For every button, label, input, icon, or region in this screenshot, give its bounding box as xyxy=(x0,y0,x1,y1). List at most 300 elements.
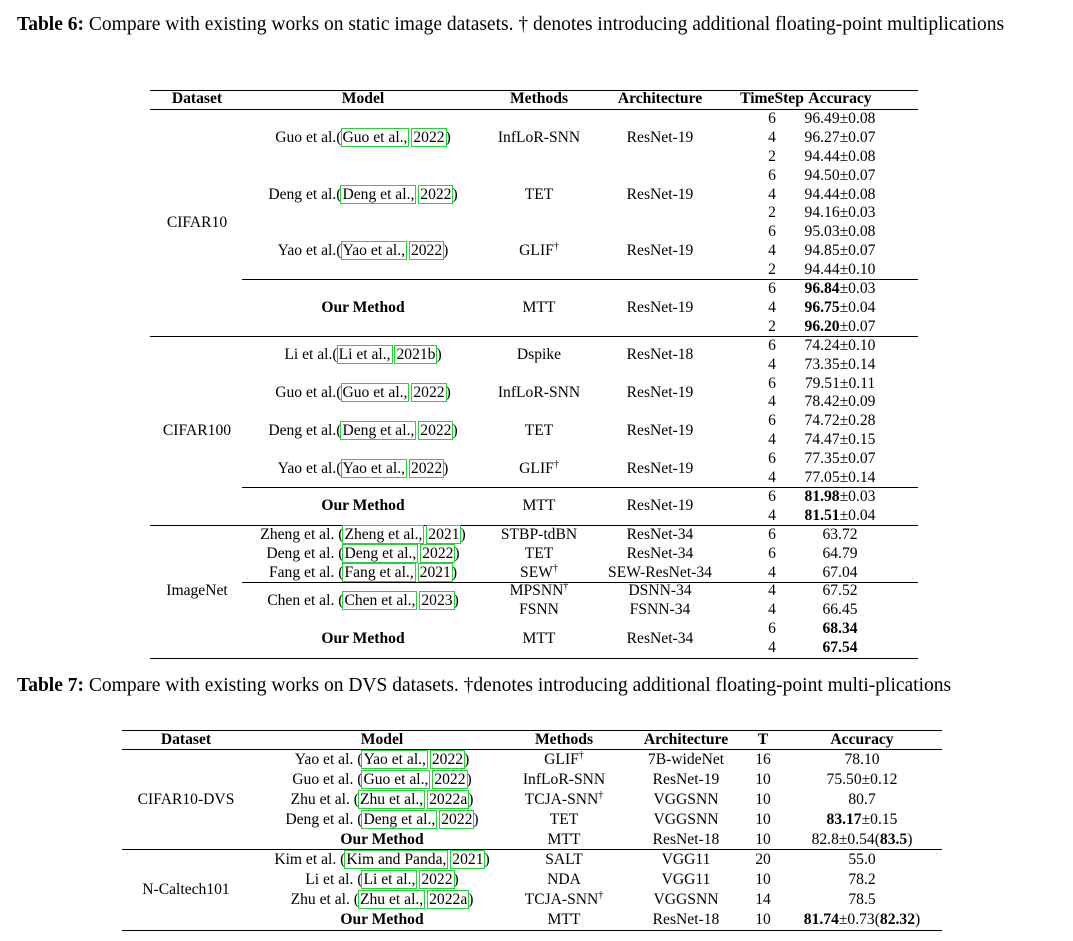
timestep-value: 6 xyxy=(768,544,776,562)
model-citation xyxy=(247,790,517,809)
accuracy-value xyxy=(777,870,947,889)
timestep-value: 4 xyxy=(768,582,776,600)
citation-year-link[interactable]: 2022 xyxy=(420,185,452,203)
text-part: InfLoR-SNN xyxy=(522,770,606,788)
architecture-name: ResNet-19 xyxy=(626,384,694,401)
citation-link[interactable]: Deng et al., xyxy=(344,544,417,562)
bold-value: 96.75 xyxy=(804,298,840,316)
timestep-value: 4 xyxy=(768,469,776,487)
text-part: MTT xyxy=(547,830,581,848)
timestep-value: 6 xyxy=(768,280,776,298)
model-citation xyxy=(233,345,493,364)
text-part: Deng et al. ( xyxy=(285,810,363,828)
bold-value: 68.34 xyxy=(822,620,858,638)
citation-year-link[interactable]: 2022 xyxy=(431,750,464,768)
method-name xyxy=(494,770,634,789)
citation-year-link[interactable]: 2022a xyxy=(429,790,468,808)
citation-link[interactable]: Li et al., xyxy=(338,346,391,364)
accuracy-value xyxy=(777,750,947,769)
architecture-name: 7B-wideNet xyxy=(647,750,725,768)
text-part: Zhu et al. ( xyxy=(290,890,359,908)
our-method-label xyxy=(233,629,493,648)
method-name xyxy=(494,910,634,929)
citation-link[interactable]: Li et al., xyxy=(363,870,416,888)
accuracy-value xyxy=(780,468,900,487)
timestep-value: 4 xyxy=(768,506,776,524)
architecture-name: VGGSNN xyxy=(653,810,719,828)
text-part: 55.0 xyxy=(848,850,876,868)
bold-value: Our Method xyxy=(340,910,424,928)
text-part: InfLoR-SNN xyxy=(497,128,581,146)
text-part: ) xyxy=(915,910,921,928)
accuracy-value xyxy=(780,581,900,600)
timestep-value: 6 xyxy=(768,374,776,392)
timestep-value: 6 xyxy=(768,412,776,430)
citation-link[interactable]: Zhu et al., xyxy=(359,890,424,908)
text-part: ) xyxy=(452,421,458,439)
architecture-name: ResNet-19 xyxy=(626,298,694,316)
text-part: ) xyxy=(468,790,474,808)
accuracy-value xyxy=(780,563,900,582)
method-name xyxy=(494,850,634,869)
timestep-value: 10 xyxy=(755,770,771,788)
timestep-value: 6 xyxy=(768,487,776,505)
text-part: 67.52 xyxy=(822,582,858,600)
text-part: TCJA-SNN xyxy=(524,790,599,808)
accuracy-value xyxy=(780,525,900,544)
accuracy-value xyxy=(780,128,900,147)
timestep-value: 2 xyxy=(768,147,776,165)
text-part: 78.5 xyxy=(848,890,876,908)
bold-value: 96.84 xyxy=(804,280,840,298)
text-part: Yao et al. ( xyxy=(294,750,363,768)
accuracy-value xyxy=(780,544,900,563)
accuracy-value xyxy=(780,298,900,317)
text-part: Li et al. ( xyxy=(305,870,363,888)
bold-value: 83.17 xyxy=(826,810,862,828)
text-part: 74.47±0.15 xyxy=(804,431,876,449)
citation-year-link[interactable]: 2022 xyxy=(410,459,443,477)
text-part: 94.44±0.10 xyxy=(804,261,876,279)
timestep-value: 10 xyxy=(755,910,771,928)
method-name xyxy=(494,830,634,849)
citation-year-link[interactable]: 2022 xyxy=(410,242,443,260)
citation-link[interactable]: Kim and Panda, xyxy=(346,850,447,868)
accuracy-value xyxy=(777,790,947,809)
text-part: GLIF xyxy=(519,242,554,260)
column-header: Dataset xyxy=(160,730,212,748)
text-part: ±0.04 xyxy=(839,506,876,524)
our-method-label xyxy=(233,298,493,317)
architecture-name: ResNet-18 xyxy=(626,346,694,364)
architecture-name: FSNN-34 xyxy=(629,601,691,619)
architecture-name: ResNet-19 xyxy=(626,185,694,203)
accuracy-value xyxy=(780,392,900,411)
text-part: 94.85±0.07 xyxy=(804,242,876,260)
text-part: ) xyxy=(443,459,449,477)
text-part: STBP-tdBN xyxy=(500,525,578,543)
column-header: Architecture xyxy=(643,730,729,748)
table7-caption xyxy=(17,673,1062,699)
architecture-name: ResNet-19 xyxy=(626,242,694,260)
bottom-rule xyxy=(122,930,942,931)
dagger-mark: † xyxy=(553,241,559,253)
text-part: ±0.03 xyxy=(839,280,876,298)
bold-value: 67.54 xyxy=(822,639,858,657)
text-part: 94.44±0.08 xyxy=(804,147,876,165)
text-part: ) xyxy=(445,128,451,146)
our-method-label xyxy=(233,496,493,515)
text-part: SALT xyxy=(545,850,583,868)
model-citation xyxy=(247,810,517,829)
text-part: 78.42±0.09 xyxy=(804,393,876,411)
method-name xyxy=(494,810,634,829)
citation-link[interactable]: Deng et al., xyxy=(363,810,436,828)
dataset-label: CIFAR10 xyxy=(166,213,228,231)
model-citation xyxy=(233,544,493,563)
accuracy-value xyxy=(780,430,900,449)
text-part: GLIF xyxy=(544,750,579,768)
timestep-value: 10 xyxy=(755,810,771,828)
citation-year-link[interactable]: 2022 xyxy=(413,128,445,146)
text-part: ) xyxy=(454,544,460,562)
text-part: 94.16±0.03 xyxy=(804,204,876,222)
citation-year-link[interactable]: 2021 xyxy=(419,563,451,581)
our-method-label xyxy=(247,910,517,929)
dagger-mark: † xyxy=(553,458,559,470)
text-part: MTT xyxy=(522,629,556,647)
model-citation xyxy=(247,890,517,909)
text-part: ) xyxy=(453,870,459,888)
architecture-name: ResNet-19 xyxy=(626,459,694,477)
citation-year-link[interactable]: 2022 xyxy=(421,870,453,888)
column-header: TimeStep xyxy=(740,89,804,107)
citation-year-link[interactable]: 2021b xyxy=(396,346,436,364)
column-header: Accuracy xyxy=(808,89,872,107)
text-part: 95.03±0.08 xyxy=(804,223,876,241)
bold-value: Our Method xyxy=(321,497,405,515)
text-part: 80.7 xyxy=(848,790,876,808)
table7-caption-text: Compare with existing works on DVS datasets. †denotes introducing additional floating-point multi-plications xyxy=(84,675,952,696)
accuracy-value xyxy=(780,336,900,355)
table7-label: Table 7: xyxy=(17,675,85,696)
citation-link[interactable]: Zhu et al., xyxy=(359,790,424,808)
architecture-name: ResNet-19 xyxy=(652,770,720,788)
bold-value: 83.5 xyxy=(879,830,908,848)
model-citation xyxy=(233,128,493,147)
our-method-label xyxy=(247,830,517,849)
accuracy-value xyxy=(780,147,900,166)
timestep-value: 4 xyxy=(768,639,776,657)
accuracy-value xyxy=(780,260,900,279)
citation-year-link[interactable]: 2022 xyxy=(422,544,454,562)
timestep-value: 6 xyxy=(768,525,776,543)
accuracy-value xyxy=(780,241,900,260)
timestep-value: 4 xyxy=(768,128,776,146)
architecture-name: ResNet-18 xyxy=(652,830,720,848)
text-part: TET xyxy=(524,185,554,203)
text-part: MPSNN xyxy=(509,582,564,600)
timestep-value: 14 xyxy=(755,890,771,908)
citation-link[interactable]: Yao et al., xyxy=(363,750,426,768)
timestep-value: 6 xyxy=(768,109,776,127)
architecture-name: ResNet-19 xyxy=(626,497,694,515)
text-part: Deng et al.( xyxy=(268,185,342,203)
text-part: InfLoR-SNN xyxy=(497,384,581,401)
text-part: ) xyxy=(484,850,490,868)
timestep-value: 4 xyxy=(768,563,776,581)
architecture-name: VGGSNN xyxy=(653,890,719,908)
text-part: 96.27±0.07 xyxy=(804,128,876,146)
model-citation xyxy=(247,750,517,769)
text-part: Zheng et al. ( xyxy=(260,525,344,543)
text-part: ) xyxy=(436,346,442,364)
architecture-name: ResNet-34 xyxy=(626,629,694,647)
timestep-value: 6 xyxy=(768,450,776,468)
citation-link[interactable]: Chen et al., xyxy=(344,591,416,609)
model-citation xyxy=(233,459,493,478)
text-part: ) xyxy=(466,770,472,788)
text-part: 63.72 xyxy=(822,525,858,543)
text-part: ) xyxy=(473,810,479,828)
text-part: Zhu et al. ( xyxy=(290,790,359,808)
model-citation xyxy=(233,563,493,582)
text-part: TET xyxy=(524,544,554,562)
bold-value: 82.32 xyxy=(879,910,916,928)
text-part: Guo et al.( xyxy=(275,128,342,146)
text-part: Fang et al. ( xyxy=(268,563,344,581)
citation-year-link[interactable]: 2022 xyxy=(413,384,445,401)
bold-value: Our Method xyxy=(340,830,424,848)
column-header: Model xyxy=(341,89,385,107)
text-part: ) xyxy=(464,750,470,768)
text-part: ±0.04 xyxy=(839,298,876,316)
model-citation xyxy=(247,870,517,889)
citation-year-link[interactable]: 2021 xyxy=(428,525,460,543)
table6-label: Table 6: xyxy=(17,14,85,35)
accuracy-value xyxy=(780,374,900,393)
timestep-value: 6 xyxy=(768,166,776,184)
text-part: 94.50±0.07 xyxy=(804,166,876,184)
method-name xyxy=(494,750,634,769)
model-citation xyxy=(233,525,493,544)
timestep-value: 2 xyxy=(768,317,776,335)
text-part: Yao et al.( xyxy=(277,242,342,260)
method-name xyxy=(494,870,634,889)
accuracy-value xyxy=(780,355,900,374)
text-part: ±0.15 xyxy=(861,810,898,828)
citation-year-link[interactable]: 2022a xyxy=(429,890,468,908)
accuracy-value xyxy=(780,411,900,430)
timestep-value: 10 xyxy=(755,830,771,848)
dagger-mark: † xyxy=(578,749,584,761)
text-part: 74.72±0.28 xyxy=(804,412,876,430)
text-part: TET xyxy=(549,810,579,828)
architecture-name: SEW-ResNet-34 xyxy=(608,563,712,581)
text-part: MTT xyxy=(522,298,556,316)
text-part: ±0.07 xyxy=(839,317,876,335)
dagger-mark: † xyxy=(563,581,569,593)
model-citation xyxy=(233,421,493,440)
text-part: 77.35±0.07 xyxy=(804,450,876,468)
text-part: ) xyxy=(452,185,458,203)
text-part: 77.05±0.14 xyxy=(804,469,876,487)
timestep-value: 6 xyxy=(768,223,776,241)
dataset-label: CIFAR10-DVS xyxy=(137,790,235,808)
text-part: MTT xyxy=(547,910,581,928)
architecture-name: ResNet-18 xyxy=(652,910,720,928)
model-citation xyxy=(233,185,493,204)
accuracy-value xyxy=(777,830,947,849)
architecture-name: ResNet-19 xyxy=(626,421,694,439)
model-citation xyxy=(233,383,493,402)
column-header: T xyxy=(757,730,769,748)
timestep-value: 2 xyxy=(768,261,776,279)
text-part: 78.10 xyxy=(844,750,880,768)
citation-link[interactable]: Guo et al., xyxy=(342,384,408,401)
text-part: MTT xyxy=(522,497,556,515)
text-part: GLIF xyxy=(519,459,554,477)
text-part: 96.49±0.08 xyxy=(804,109,876,127)
timestep-value: 4 xyxy=(768,185,776,203)
model-citation xyxy=(233,241,493,260)
accuracy-value xyxy=(780,166,900,185)
text-part: Deng et al.( xyxy=(268,421,342,439)
accuracy-value xyxy=(780,203,900,222)
column-header: Methods xyxy=(509,89,569,107)
citation-link[interactable]: Guo et al., xyxy=(363,770,429,788)
text-part: TET xyxy=(524,421,554,439)
timestep-value: 6 xyxy=(768,620,776,638)
text-part: ) xyxy=(453,591,459,609)
accuracy-value xyxy=(777,810,947,829)
dagger-mark: † xyxy=(598,889,604,901)
citation-year-link[interactable]: 2021 xyxy=(452,850,484,868)
text-part: 94.44±0.08 xyxy=(804,185,876,203)
accuracy-value xyxy=(780,185,900,204)
citation-year-link[interactable]: 2023 xyxy=(421,591,453,609)
accuracy-value xyxy=(780,487,900,506)
citation-year-link[interactable]: 2022 xyxy=(434,770,466,788)
architecture-name: ResNet-34 xyxy=(626,525,694,543)
model-citation xyxy=(233,591,493,610)
citation-link[interactable]: Guo et al., xyxy=(342,128,408,146)
text-part: Yao et al.( xyxy=(277,459,342,477)
method-name xyxy=(494,890,634,909)
timestep-value: 6 xyxy=(768,336,776,354)
text-part: ±0.03 xyxy=(839,487,876,505)
dataset-label: N-Caltech101 xyxy=(142,880,230,898)
timestep-value: 10 xyxy=(755,870,771,888)
text-part: Dspike xyxy=(516,346,562,364)
timestep-value: 4 xyxy=(768,298,776,316)
accuracy-value xyxy=(780,600,900,619)
bold-value: Our Method xyxy=(321,629,405,647)
accuracy-value xyxy=(780,506,900,525)
citation-link[interactable]: Deng et al., xyxy=(342,421,415,439)
text-part: 74.24±0.10 xyxy=(804,336,876,354)
text-part: 82.8±0.54( xyxy=(811,830,880,848)
text-part: Deng et al. ( xyxy=(266,544,344,562)
method-name xyxy=(494,790,634,809)
dataset-label: CIFAR100 xyxy=(162,421,232,439)
text-part: Guo et al.( xyxy=(275,384,342,401)
dataset-label: ImageNet xyxy=(166,582,228,600)
accuracy-value xyxy=(780,638,900,657)
text-part: TCJA-SNN xyxy=(524,890,599,908)
citation-link[interactable]: Deng et al., xyxy=(342,185,415,203)
column-header: Dataset xyxy=(171,89,223,107)
timestep-value: 4 xyxy=(768,355,776,373)
text-part: Guo et al. ( xyxy=(292,770,363,788)
architecture-name: DSNN-34 xyxy=(628,582,692,600)
accuracy-value xyxy=(780,279,900,298)
bold-value: Our Method xyxy=(321,298,405,316)
citation-year-link[interactable]: 2022 xyxy=(441,810,473,828)
text-part: ) xyxy=(468,890,474,908)
text-part: 73.35±0.14 xyxy=(804,355,876,373)
text-part: Chen et al. ( xyxy=(267,591,344,609)
model-citation xyxy=(247,770,517,789)
text-part: 75.50±0.12 xyxy=(826,770,898,788)
citation-link[interactable]: Fang et al., xyxy=(344,563,414,581)
text-part: ) xyxy=(907,830,913,848)
text-part: 78.2 xyxy=(848,870,876,888)
text-part: Li et al.( xyxy=(284,346,338,364)
accuracy-value xyxy=(780,619,900,638)
dagger-mark: † xyxy=(598,789,604,801)
architecture-name: ResNet-19 xyxy=(626,128,694,146)
bold-value: 96.20 xyxy=(804,317,840,335)
accuracy-value xyxy=(777,890,947,909)
text-part: ) xyxy=(443,242,449,260)
text-part: ±0.73( xyxy=(838,910,880,928)
timestep-value: 16 xyxy=(755,750,771,768)
accuracy-value xyxy=(780,317,900,336)
text-part: SEW xyxy=(520,563,553,581)
text-part: 66.45 xyxy=(822,601,858,619)
timestep-value: 20 xyxy=(755,850,771,868)
citation-link[interactable]: Yao et al., xyxy=(342,459,406,477)
column-header: Methods xyxy=(534,730,594,748)
model-citation xyxy=(247,850,517,869)
citation-link[interactable]: Zheng et al., xyxy=(344,525,423,543)
bottom-rule xyxy=(150,658,918,659)
bold-value: 81.98 xyxy=(804,487,840,505)
text-part: ) xyxy=(445,384,451,401)
text-part: FSNN xyxy=(519,601,559,619)
timestep-value: 4 xyxy=(768,431,776,449)
text-part: 67.04 xyxy=(822,563,858,581)
table6-caption xyxy=(17,12,1062,38)
dagger-mark: † xyxy=(552,562,558,574)
timestep-value: 4 xyxy=(768,393,776,411)
timestep-value: 4 xyxy=(768,601,776,619)
citation-year-link[interactable]: 2022 xyxy=(420,421,452,439)
text-part: NDA xyxy=(547,870,581,888)
text-part: 64.79 xyxy=(822,544,858,562)
bold-value: 81.51 xyxy=(804,506,840,524)
architecture-name: ResNet-34 xyxy=(626,544,694,562)
text-part: ) xyxy=(460,525,466,543)
accuracy-value xyxy=(780,222,900,241)
citation-link[interactable]: Yao et al., xyxy=(342,242,406,260)
text-part: Kim et al. ( xyxy=(274,850,346,868)
timestep-value: 10 xyxy=(755,790,771,808)
architecture-name: VGG11 xyxy=(661,850,711,868)
accuracy-value xyxy=(780,449,900,468)
accuracy-value xyxy=(780,109,900,128)
